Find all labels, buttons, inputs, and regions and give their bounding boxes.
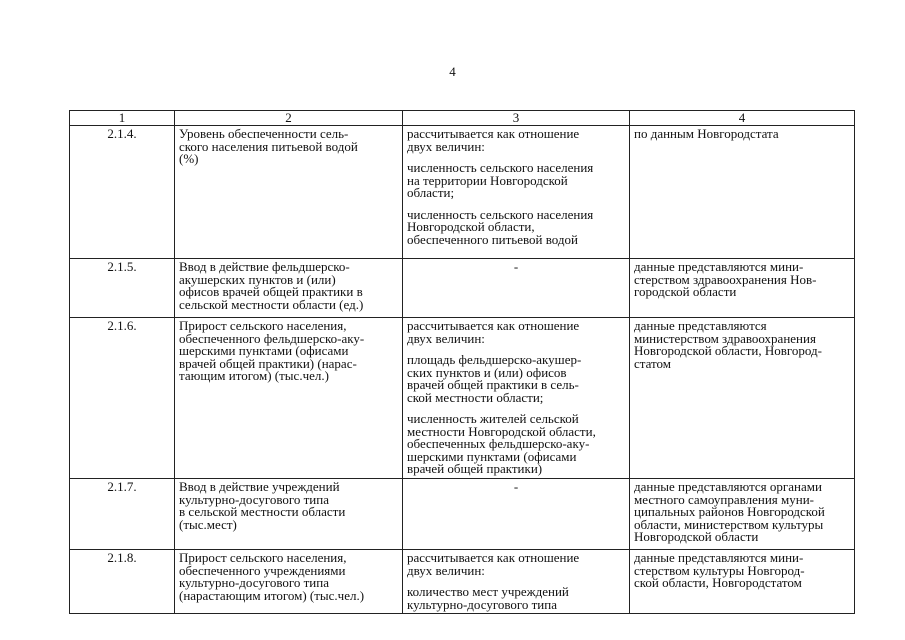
indicator-name: Уровень обеспеченности сель- ского населения питьевой водой (%) (175, 126, 403, 259)
calculation-method-dash: - (403, 479, 630, 550)
data-source: данные представляются министерством здравоохранения Новгородской области, Новгород- статом (630, 318, 855, 479)
page-number: 4 (449, 64, 456, 79)
row-number: 2.1.4. (70, 126, 175, 259)
calculation-method-dash: - (403, 259, 630, 318)
row-number: 2.1.7. (70, 479, 175, 550)
column-number-3: 3 (403, 111, 630, 126)
table-row (70, 126, 855, 259)
column-number-1: 1 (70, 111, 175, 126)
indicators-table (69, 110, 855, 614)
table-row (70, 318, 855, 479)
row-number: 2.1.6. (70, 318, 175, 479)
indicator-name: Прирост сельского населения, обеспеченного фельдшерско-аку- шерскими пунктами (офисами врачей общей практики) (нарас- тающим итогом) (тыс.чел.) (175, 318, 403, 479)
calculation-method: рассчитывается как отношение двух величин: численность сельского населения на территории Новгородской области; численность сельского населения Новгородской области, обеспеченного питьевой водой (403, 126, 630, 259)
column-number-row (70, 111, 855, 126)
data-source: по данным Новгородстата (630, 126, 855, 259)
column-number-4: 4 (630, 111, 855, 126)
calculation-method: рассчитывается как отношение двух величин: количество мест учреждений культурно-досугового типа (403, 550, 630, 614)
indicator-name: Прирост сельского населения, обеспеченного учреждениями культурно-досугового типа (нарастающим итогом) (тыс.чел.) (175, 550, 403, 614)
table-row (70, 259, 855, 318)
calculation-method: рассчитывается как отношение двух величин: площадь фельдшерско-акушер- ских пунктов и (или) офисов врачей общей практики в сель- ской местности области; численность жителей сельской местности Новгородской области, обеспеченных фельдшерско-аку- шерскими пунктами (офисами врачей общей практики) (403, 318, 630, 479)
data-source: данные представляются органами местного самоуправления муни- ципальных районов Новгородской области, министерством культуры Новгородской области (630, 479, 855, 550)
row-number: 2.1.8. (70, 550, 175, 614)
data-source: данные представляются мини- стерством культуры Новгород- ской области, Новгородстатом (630, 550, 855, 614)
column-number-2: 2 (175, 111, 403, 126)
table-row (70, 479, 855, 550)
table-row (70, 550, 855, 614)
data-source: данные представляются мини- стерством здравоохранения Нов- городской области (630, 259, 855, 318)
indicator-name: Ввод в действие фельдшерско- акушерских пунктов и (или) офисов врачей общей практики в сельской местности области (ед.) (175, 259, 403, 318)
indicator-name: Ввод в действие учреждений культурно-досугового типа в сельской местности области (тыс.мест) (175, 479, 403, 550)
row-number: 2.1.5. (70, 259, 175, 318)
